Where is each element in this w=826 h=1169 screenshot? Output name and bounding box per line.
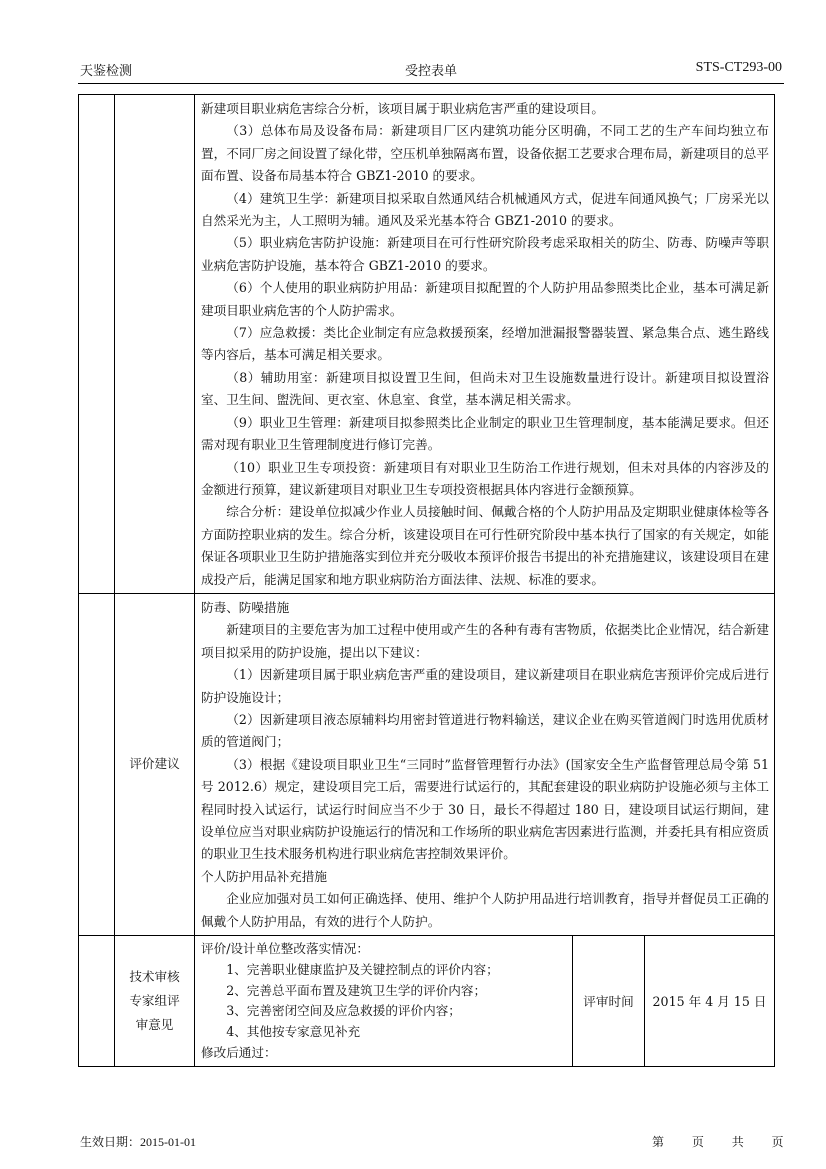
header-form-code: STS-CT293-00 — [695, 60, 782, 75]
review-item: 2、完善总平面布置及建筑卫生学的评价内容； — [226, 982, 487, 998]
outer-label-cell — [79, 936, 115, 1067]
suggestions-content — [195, 593, 775, 935]
assessment-paragraph: （7）应急救援：类比企业制定有应急救援预案，经增加泄漏报警器装置、紧急集合点、逃生路线等内容后，基本可满足相关要求。 — [201, 325, 769, 363]
page-header — [78, 60, 784, 80]
review-closing: 修改后通过： — [201, 1045, 277, 1061]
review-label-line: 技术审核 — [129, 968, 180, 984]
page-word: 页 — [771, 1135, 784, 1149]
suggestions-ppe-text: 企业应加强对员工如何正确选择、使用、维护个人防护用品进行培训教育，指导并督促员工正确的佩戴个人防护用品，有效的进行个人防护。 — [201, 891, 769, 929]
review-time-value: 2015 年 4 月 15 日 — [644, 936, 774, 1067]
outer-label-cell — [79, 593, 115, 935]
review-intro: 评价/设计单位整改落实情况： — [201, 941, 369, 957]
assessment-paragraph: （6）个人使用的职业病防护用品：新建项目拟配置的个人防护用品参照类比企业，基本可满足新建项目职业病危害的个人防护需求。 — [201, 280, 769, 318]
header-company: 天鉴检测 — [80, 64, 133, 79]
review-item: 4、其他按专家意见补充 — [226, 1024, 361, 1040]
outer-label-cell — [79, 95, 115, 594]
review-label — [115, 936, 195, 1067]
suggestion-item-2: （2）因新建项目液态原辅料均用密封管道进行物料输送，建议企业在购买管道阀门时选用优质材质的管道阀门； — [201, 711, 769, 750]
header-form-title: 受控表单 — [404, 64, 457, 79]
assessment-row — [79, 95, 775, 594]
header-rule — [78, 83, 784, 84]
suggestions-heading-protection: 防毒、防噪措施 — [201, 599, 290, 615]
effective-date: 生效日期：2015-01-01 — [80, 1135, 196, 1149]
review-label-line: 专家组评 — [129, 992, 180, 1008]
assessment-paragraph: （8）辅助用室：新建项目拟设置卫生间，但尚未对卫生设施数量进行设计。新建项目拟设置浴室、卫生间、盥洗间、更衣室、休息室、食堂，基本满足相关需求。 — [201, 369, 769, 408]
assessment-paragraph: （3）总体布局及设备布局：新建项目厂区内建筑功能分区明确，不同工艺的生产车间均独立布置，不同厂房之间设置了绿化带，空压机单独隔离布置，设备依据工艺要求合理布局，新建项目的总平面布置、设备布局基本符合 GBZ1-2010 的要求。 — [201, 123, 769, 184]
suggestions-intro: 新建项目的主要危害为加工过程中使用或产生的各种有毒有害物质，依据类比企业情况，结合新建项目拟采用的防护设施，提出以下建议： — [201, 622, 769, 660]
review-content — [195, 936, 573, 1067]
assessment-summary: 综合分析：建设单位拟减少作业人员接触时间、佩戴合格的个人防护用品及定期职业健康体检等各方面防控职业病的发生。综合分析，该建设项目在可行性研究阶段中基本执行了国家的有关规定，如能保证各项职业卫生防护措施落实到位并充分吸收本预评价报告书提出的补充措施建议，该建设项目在建成投产后，能满足国家和地方职业病防治方面法律、法规、标准的要求。 — [201, 504, 769, 587]
page-counter — [652, 1133, 802, 1150]
assessment-paragraph: （4）建筑卫生学：新建项目拟采取自然通风结合机械通风方式，促进车间通风换气；厂房采光以自然采光为主，人工照明为辅。通风及采光基本符合 GBZ1-2010 的要求。 — [201, 190, 769, 229]
review-item: 3、完善密闭空间及应急救援的评价内容； — [226, 1003, 461, 1019]
section-label-cell — [115, 95, 195, 594]
review-row — [79, 936, 775, 1067]
suggestions-row — [79, 593, 775, 935]
page-word: 共 — [731, 1135, 744, 1149]
assessment-content — [195, 95, 775, 594]
suggestion-item-3: （3）根据《建设项目职业卫生“三同时”监督管理暂行办法》(国家安全生产监督管理总局令第 51 号 2012.6）规定，建设项目完工后，需要进行试运行的，其配套建设的职业病防护设施必须与主体工程同时投入试运行，试运行时间应当不少于 30 日，最长不得超过 180 日，建设项目试运行期间，建设单位应当对职业病防护设施运行的情况和工作场所的职业病危害因素进行监测，并委托具有相应资质的职业卫生技术服务机构进行职业病危害控制效果评价。 — [201, 756, 769, 862]
assessment-paragraph: （10）职业卫生专项投资：新建项目有对职业卫生防治工作进行规划，但未对具体的内容涉及的金额进行预算，建议新建项目对职业卫生专项投资根据具体内容进行金额预算。 — [201, 459, 769, 497]
page-word: 页 — [691, 1135, 704, 1149]
suggestion-item-1: （1）因新建项目属于职业病危害严重的建设项目，建议新建项目在职业病危害预评价完成后进行防护设施设计； — [201, 667, 769, 705]
suggestions-heading-ppe: 个人防护用品补充措施 — [201, 868, 327, 884]
form-table — [78, 94, 775, 1067]
assessment-paragraph: （5）职业病危害防护设施：新建项目在可行性研究阶段考虑采取相关的防尘、防毒、防噪声等职业病危害防护设施，基本符合 GBZ1-2010 的要求。 — [201, 235, 769, 273]
review-time-label: 评审时间 — [572, 936, 644, 1067]
review-label-line: 审意见 — [135, 1016, 174, 1032]
review-item: 1、完善职业健康监护及关键控制点的评价内容； — [226, 961, 499, 977]
page-word: 第 — [652, 1135, 665, 1149]
assessment-paragraph: 新建项目职业病危害综合分析，该项目属于职业病危害严重的建设项目。 — [201, 101, 604, 116]
suggestions-label: 评价建议 — [115, 593, 195, 935]
assessment-paragraph: （9）职业卫生管理：新建项目拟参照类比企业制定的职业卫生管理制度，基本能满足要求。但还需对现有职业卫生管理制度进行修订完善。 — [201, 414, 769, 453]
